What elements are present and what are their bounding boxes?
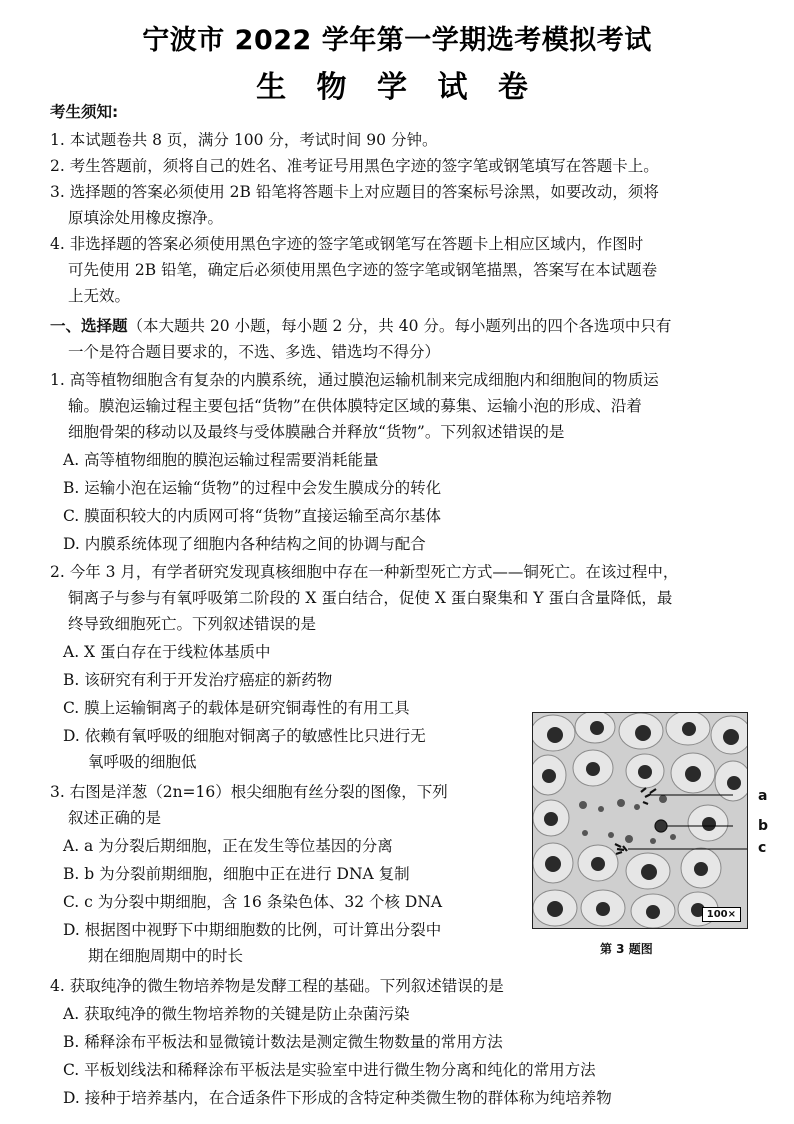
option-b: B. 该研究有利于开发治疗癌症的新药物 bbox=[63, 671, 333, 689]
option-a: A. 高等植物细胞的膜泡运输过程需要消耗能量 bbox=[63, 451, 379, 469]
option-b: B. 运输小泡在运输“货物”的过程中会发生膜成分的转化 bbox=[63, 479, 442, 497]
option-a: A. 获取纯净的微生物培养物的关键是防止杂菌污染 bbox=[63, 1005, 410, 1023]
root-tip-cells-image bbox=[533, 713, 747, 928]
figure-label-b: b bbox=[758, 818, 769, 834]
exam-title: 宁波市 2022 学年第一学期选考模拟考试 bbox=[142, 25, 652, 56]
figure-caption: 第 3 题图 bbox=[600, 942, 653, 956]
notice-heading: 考生须知: bbox=[50, 103, 119, 121]
notice-line: 1. 本试题卷共 8 页，满分 100 分，考试时间 90 分钟。 bbox=[50, 131, 438, 149]
question-stem: 4. 获取纯净的微生物培养物是发酵工程的基础。下列叙述错误的是 bbox=[50, 977, 504, 995]
question-stem: 叙述正确的是 bbox=[68, 809, 162, 827]
option-c: C. 膜上运输铜离子的载体是研究铜毒性的有用工具 bbox=[63, 699, 410, 717]
option-c: C. 膜面积较大的内质网可将“货物”直接运输至高尔基体 bbox=[63, 507, 442, 525]
option-a: A. a 为分裂后期细胞，正在发生等位基因的分离 bbox=[63, 837, 393, 855]
option-d: D. 接种于培养基内，在合适条件下形成的含特定种类微生物的群体称为纯培养物 bbox=[63, 1089, 612, 1107]
question-stem: 终导致细胞死亡。下列叙述错误的是 bbox=[68, 615, 317, 633]
figure-label-a: a bbox=[758, 788, 768, 804]
notice-line: 4. 非选择题的答案必须使用黑色字迹的签字笔或钢笔写在答题卡上相应区域内，作图时 bbox=[50, 235, 644, 253]
option-d: D. 根据图中视野下中期细胞数的比例，可计算出分裂中 bbox=[63, 921, 442, 939]
question-stem: 铜离子与参与有氧呼吸第二阶段的 X 蛋白结合，促使 X 蛋白聚集和 Y 蛋白含量降低，最 bbox=[68, 589, 673, 607]
option-d-cont: 期在细胞周期中的时长 bbox=[88, 947, 244, 965]
option-b: B. 稀释涂布平板法和显微镜计数法是测定微生物数量的常用方法 bbox=[63, 1033, 503, 1051]
option-d-cont: 氧呼吸的细胞低 bbox=[88, 753, 197, 771]
option-d: D. 依赖有氧呼吸的细胞对铜离子的敏感性比只进行无 bbox=[63, 727, 426, 745]
micrograph-figure bbox=[532, 712, 748, 929]
question-stem: 3. 右图是洋葱（2n=16）根尖细胞有丝分裂的图像，下列 bbox=[50, 783, 448, 801]
section-desc-line: 一个是符合题目要求的，不选、多选、错选均不得分） bbox=[68, 343, 441, 361]
notice-line: 3. 选择题的答案必须使用 2B 铅笔将答题卡上对应题目的答案标号涂黑，如要改动，须将 bbox=[50, 183, 659, 201]
notice-line: 2. 考生答题前，须将自己的姓名、准考证号用黑色字迹的签字笔或钢笔填写在答题卡上。 bbox=[50, 157, 659, 175]
notice-line: 上无效。 bbox=[68, 287, 131, 305]
option-b: B. b 为分裂前期细胞，细胞中正在进行 DNA 复制 bbox=[63, 865, 410, 883]
option-d: D. 内膜系统体现了细胞内各种结构之间的协调与配合 bbox=[63, 535, 426, 553]
notice-line: 原填涂处用橡皮擦净。 bbox=[68, 209, 224, 227]
option-c: C. c 为分裂中期细胞，含 16 条染色体、32 个核 DNA bbox=[63, 893, 443, 911]
question-stem: 1. 高等植物细胞含有复杂的内膜系统，通过膜泡运输机制来完成细胞内和细胞间的物质运 bbox=[50, 371, 659, 389]
exam-subtitle: 生 物 学 试 卷 bbox=[256, 70, 538, 105]
question-stem: 细胞骨架的移动以及最终与受体膜融合并释放“货物”。下列叙述错误的是 bbox=[68, 423, 565, 441]
section-heading-line bbox=[50, 316, 671, 336]
cell-b-chromosomes bbox=[655, 820, 667, 832]
section-desc: （本大题共 20 小题，每小题 2 分，共 40 分。每小题列出的四个各选项中只有 bbox=[127, 317, 672, 335]
magnification-label: 100× bbox=[702, 907, 741, 922]
question-stem: 输。膜泡运输过程主要包括“货物”在供体膜特定区域的募集、运输小泡的形成、沿着 bbox=[68, 397, 642, 415]
question-stem: 2. 今年 3 月，有学者研究发现真核细胞中存在一种新型死亡方式——铜死亡。在该过程中， bbox=[50, 563, 679, 581]
option-c: C. 平板划线法和稀释涂布平板法是实验室中进行微生物分离和纯化的常用方法 bbox=[63, 1061, 596, 1079]
figure-label-c: c bbox=[758, 840, 767, 856]
notice-line: 可先使用 2B 铅笔，确定后必须使用黑色字迹的签字笔或钢笔描黑，答案写在本试题卷 bbox=[68, 261, 658, 279]
option-a: A. X 蛋白存在于线粒体基质中 bbox=[63, 643, 271, 661]
section-heading: 一、选择题 bbox=[50, 317, 128, 335]
